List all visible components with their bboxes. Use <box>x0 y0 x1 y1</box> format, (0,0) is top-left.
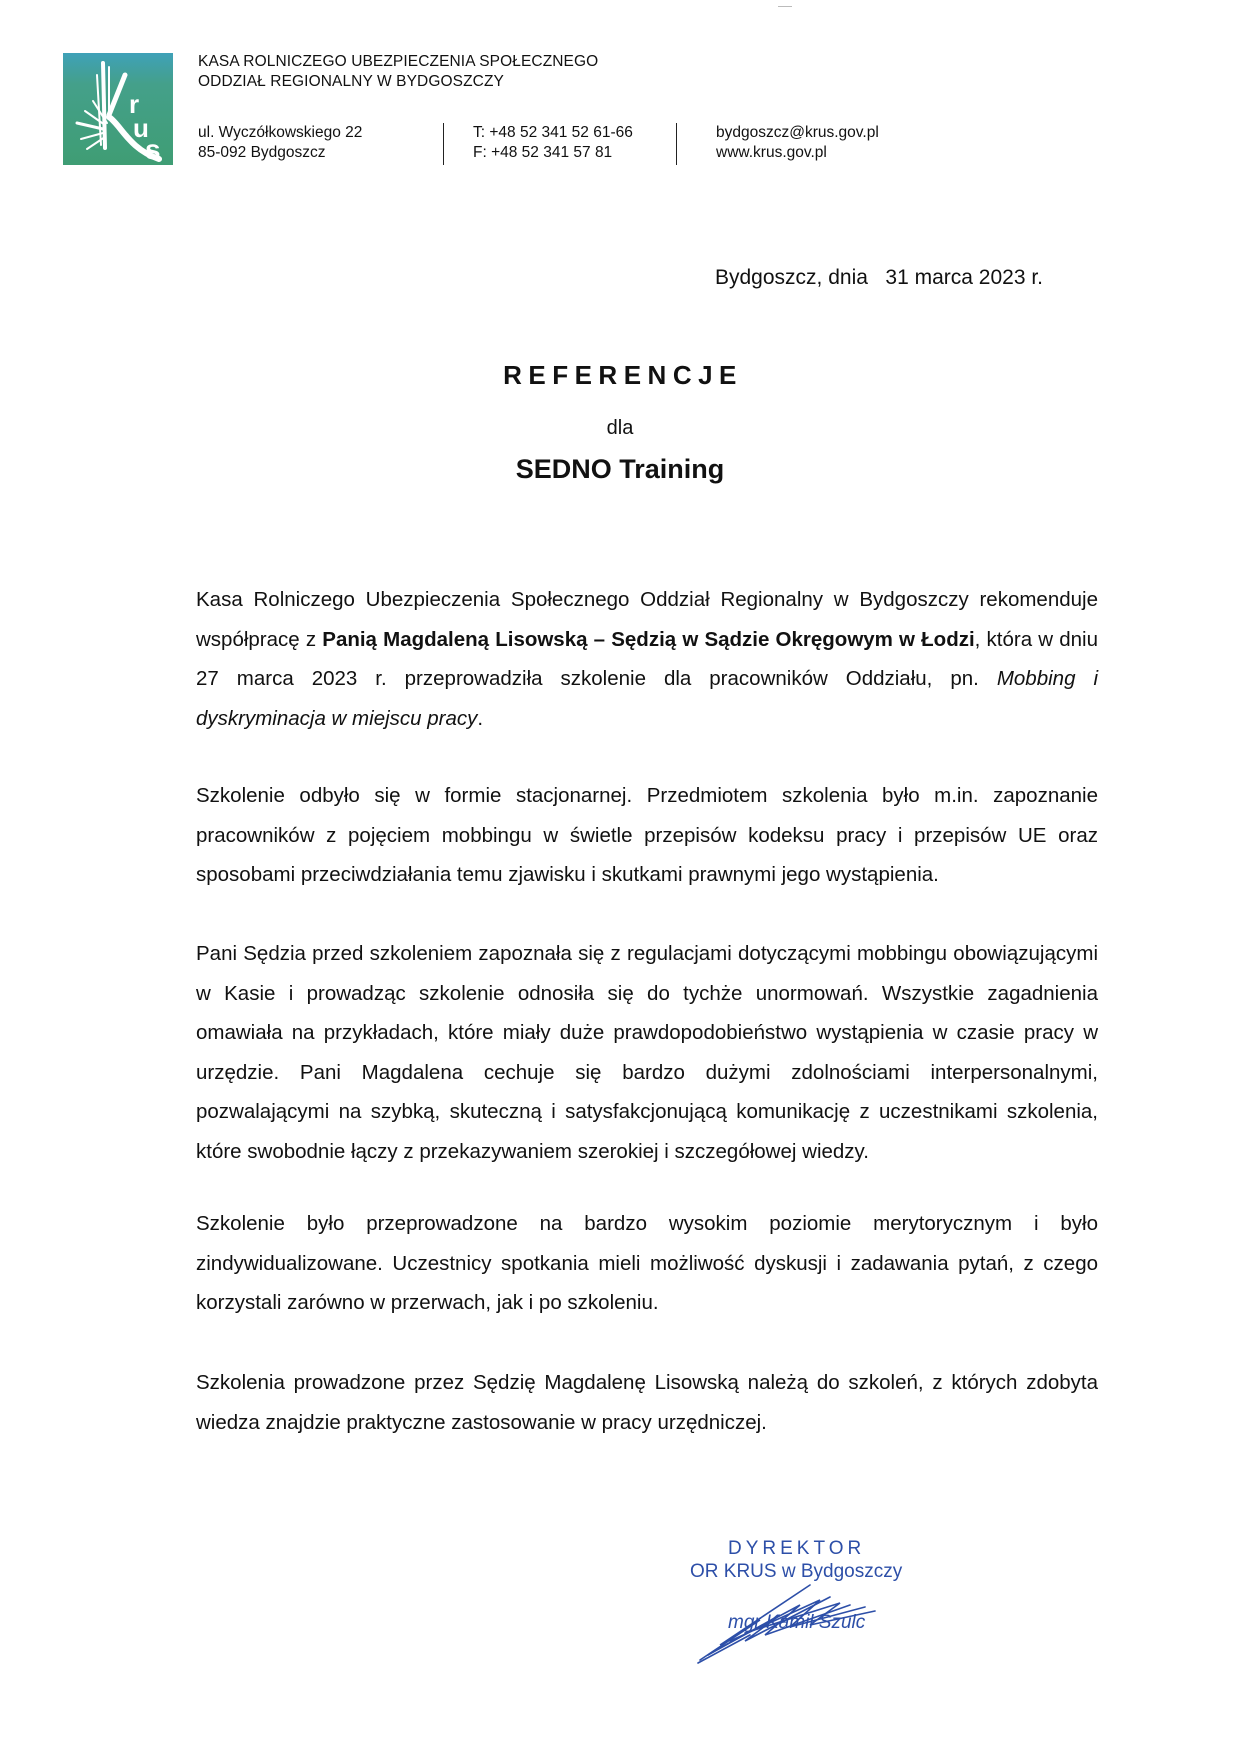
stamp-title: DYREKTOR <box>728 1538 866 1559</box>
contact-phones <box>473 123 633 163</box>
paragraph-conclusion <box>196 1363 1098 1442</box>
paragraph-3: Pani Sędzia przed szkoleniem zapoznała się z regulacjami dotyczącymi mobbingu obowiązującymi w Kasie i prowadząc szkolenie odnosiła się do tychże unormowań. Wszystkie zagadnienia omawiała na przykładach, które miały duże prawdopodobieństwo wystąpienia w czasie pracy w urzędzie. Pani Magdalena cechuje się bardzo dużymi zdolnościami interpersonalnymi, pozwalającymi na szybką, skuteczną i satysfakcjonującą komunikację z uczestnikami szkolenia, które swobodnie łączy z przekazywaniem szerokiej i szczegółowej wiedzy. <box>196 942 1098 1163</box>
scan-mark <box>778 6 792 7</box>
recipient-name: SEDNO Training <box>515 454 725 484</box>
organization-name <box>198 52 598 92</box>
header-divider <box>676 123 677 165</box>
paragraph-training-form <box>196 776 1098 895</box>
text-run: , która w dniu 27 marca 2023 r. przeprowadziła szkolenie dla pracowników Oddziału, pn. <box>196 627 1098 690</box>
street-address: ul. Wyczółkowskiego 22 <box>198 124 363 141</box>
title-for: dla <box>606 417 634 439</box>
header-divider <box>443 123 444 165</box>
svg-text:r: r <box>129 89 140 119</box>
stamp-unit: OR KRUS w Bydgoszczy <box>690 1561 903 1582</box>
fax-number: F: +48 52 341 57 81 <box>473 144 613 161</box>
signatory-name: mgr Kamil Szulc <box>728 1612 866 1633</box>
paragraph-1 <box>196 580 1098 738</box>
paragraph-training-level <box>196 1204 1098 1323</box>
document-title: REFERENCJE <box>503 360 743 390</box>
postal-city: 85-092 Bydgoszcz <box>198 144 326 161</box>
contact-web <box>716 123 879 163</box>
text-run: Kasa Rolniczego Ubezpieczenia Społecznego Oddział Regionalny w Bydgoszczy rekomenduje współpracę z <box>196 588 1098 651</box>
paragraph-2: Szkolenie odbyło się w formie stacjonarnej. Przedmiotem szkolenia było m.in. zapoznanie pracowników z pojęciem mobbingu w świetle przepisów kodeksu pracy i przepisów UE oraz sposobami przeciwdziałania temu zjawisku i skutkami prawnymi jego wystąpienia. <box>196 784 1098 886</box>
organization-line-2: ODDZIAŁ REGIONALNY W BYDGOSZCZY <box>198 73 504 90</box>
text-run: . <box>477 706 484 730</box>
paragraph-4: Szkolenie było przeprowadzone na bardzo wysokim poziomie merytorycznym i było zindywidualizowane. Uczestnicy spotkania mieli możliwość dyskusji i zadawania pytań, z czego korzystali zarówno w przerwach, jak i po szkoleniu. <box>196 1212 1098 1314</box>
date-line: Bydgoszcz, dnia 31 marca 2023 r. <box>715 266 1044 289</box>
organization-line-1: KASA ROLNICZEGO UBEZPIECZENIA SPOŁECZNEGO <box>198 53 599 70</box>
paragraph-5: Szkolenia prowadzone przez Sędzię Magdalenę Lisowską należą do szkoleń, z których zdobyta wiedza znajdzie praktyczne zastosowanie w pracy urzędniczej. <box>196 1371 1098 1434</box>
paragraph-trainer-qualities <box>196 934 1098 1171</box>
website-link[interactable]: www.krus.gov.pl <box>716 144 827 161</box>
svg-text:u: u <box>133 113 149 143</box>
krus-logo-icon <box>63 53 173 165</box>
paragraph-recommendation <box>196 580 1098 738</box>
address-block <box>198 123 362 163</box>
trainer-name-bold: Panią Magdaleną Lisowską – Sędzią w Sądzie Okręgowym w Łodzi <box>322 627 975 651</box>
svg-text:s: s <box>145 134 161 165</box>
email-link[interactable]: bydgoszcz@krus.gov.pl <box>716 124 879 141</box>
phone-number: T: +48 52 341 52 61-66 <box>473 124 633 141</box>
training-title-italic: Mobbing i dyskryminacja w miejscu pracy <box>196 667 1098 730</box>
krus-logo <box>63 53 173 165</box>
